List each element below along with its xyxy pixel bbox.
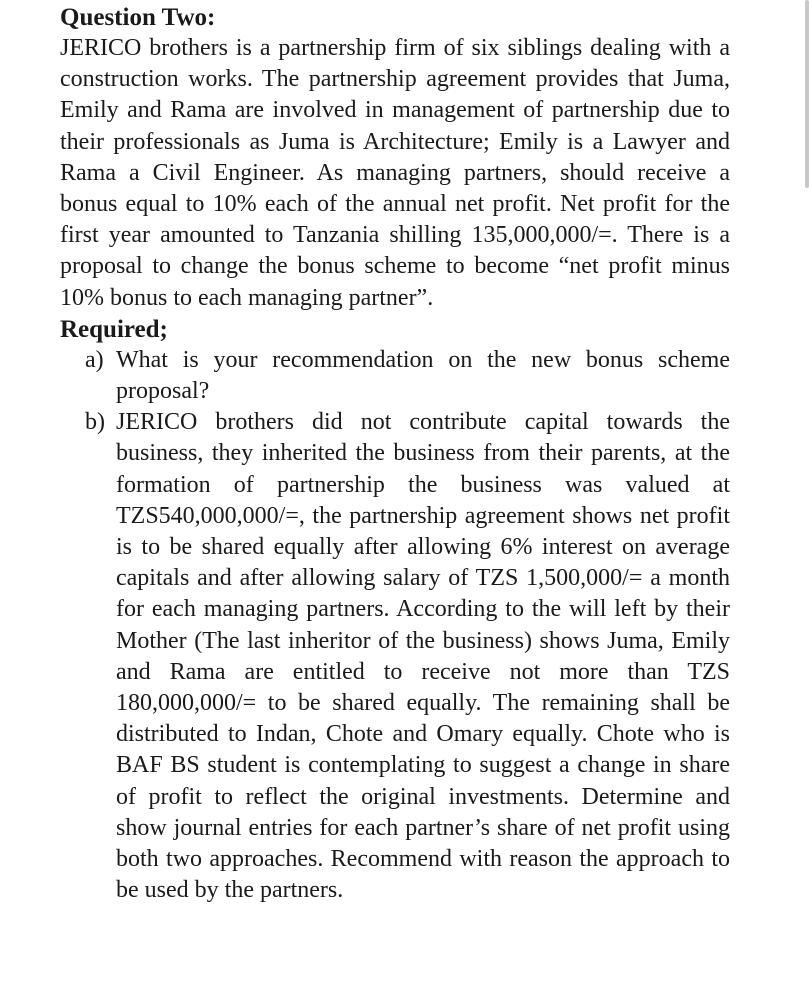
list-text-a: What is your recommendation on the new bonus scheme proposal? (116, 346, 730, 405)
list-item-b (60, 407, 730, 906)
list-marker-b: b) (85, 409, 105, 436)
question-title: Question Two: (60, 4, 216, 31)
required-label: Required; (60, 315, 168, 343)
list-text-b: JERICO brothers did not contribute capital towards the business, they inherited the business from their parents, at the formation of partnership the business was valued at TZS540,000,000/=, the partnership agreement shows net profit is to be shared equally after allowing 6% interest on average capitals and after allowing salary of TZS 1,500,000/= a month for each managing partners. According to the will left by their Mother (The last inheritor of the business) shows Juma, Emily and Rama are entitled to receive not more than TZS 180,000,000/= to be shared equally. The remaining shall be distributed to Indan, Chote and Omary equally. Chote who is BAF BS student is contemplating to suggest a change in share of profit to reflect the original investments. Determine and show journal entries for each partner’s share of net profit using both two approaches. Recommend with reason the approach to be used by the partners. (116, 409, 730, 904)
list-marker-a: a) (85, 346, 104, 373)
list-item-a (60, 345, 730, 407)
required-list (60, 345, 730, 907)
scrollbar-thumb[interactable] (805, 0, 809, 188)
question-intro: JERICO brothers is a partnership firm of six siblings dealing with a construction works. The partnership agreement provides that Juma, Emily and Rama are involved in management of partnership due to their professionals as Juma is Architecture; Emily is a Lawyer and Rama a Civil Engineer. As managing partners, should receive a bonus equal to 10% each of the annual net profit. Net profit for the first year amounted to Tanzania shilling 135,000,000/=. There is a proposal to change the bonus scheme to become “net profit minus 10% bonus to each managing partner”. (60, 35, 730, 311)
question-document (60, 0, 730, 906)
